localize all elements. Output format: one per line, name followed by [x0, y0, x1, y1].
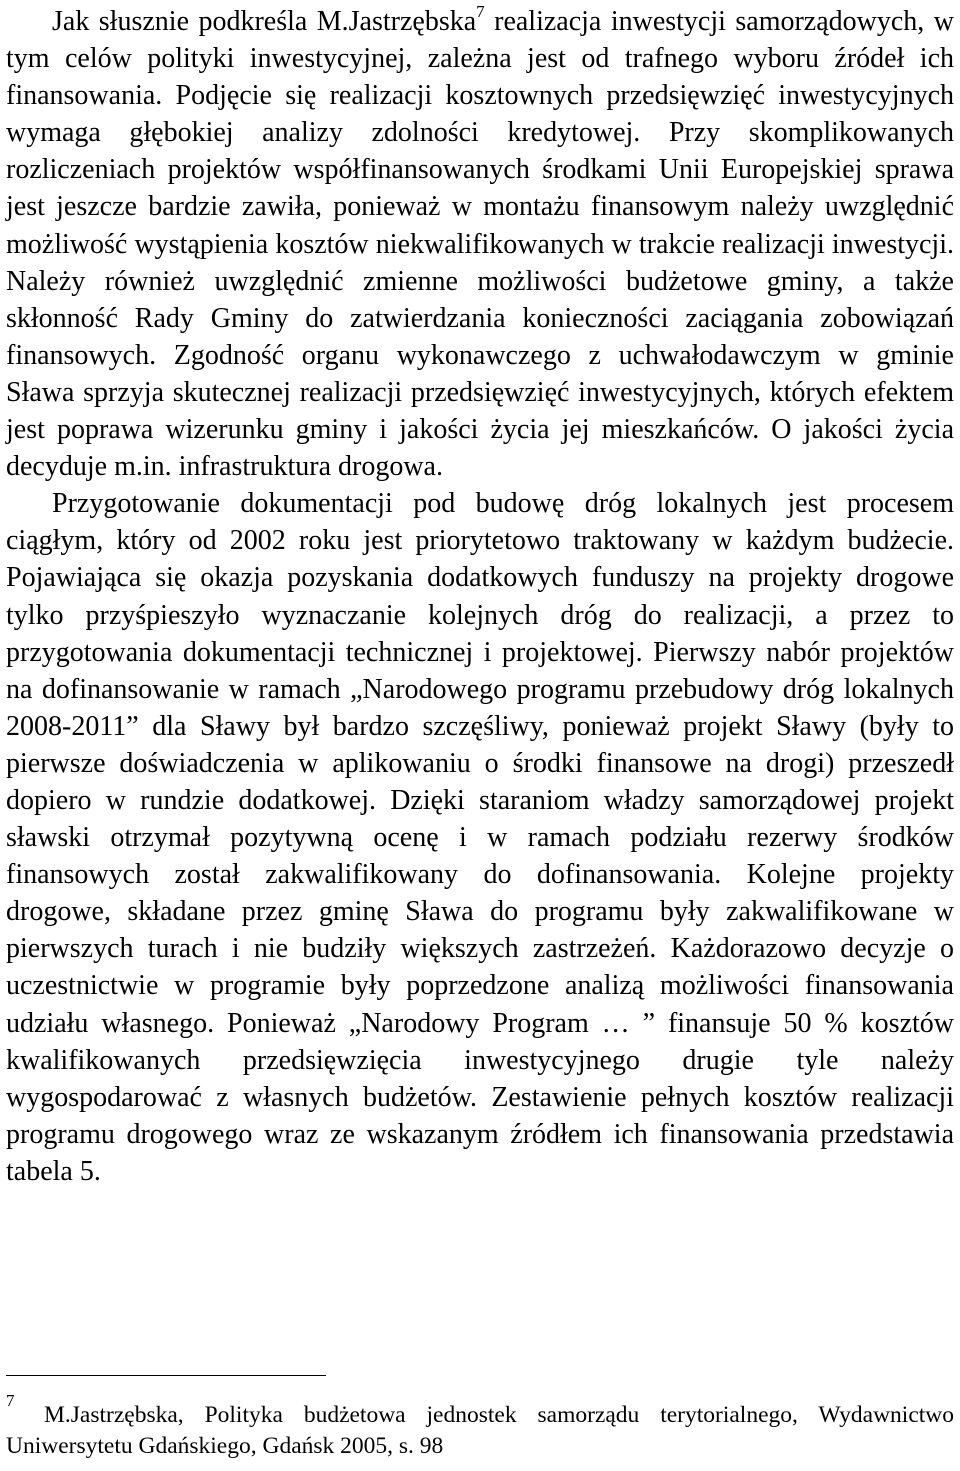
footnote-reference: 7 [476, 1, 485, 21]
footnote-text: M.Jastrzębska, Polityka budżetowa jednostek samorządu terytorialnego, Wydawnictwo Uniwersytetu Gdańskiego, Gdańsk 2005, s. 98 [6, 1402, 954, 1459]
paragraph-2: Przygotowanie dokumentacji pod budowę dróg lokalnych jest procesem ciągłym, który od 2002 roku jest priorytetowo traktowany w każdym budżecie. Pojawiająca się okazja pozyskania dodatkowych funduszy na projekty drogowe tylko przyśpieszyło wyznaczanie kolejnych dróg do realizacji, a przez to przygotowania dokumentacji technicznej i projektowej. Pierwszy nabór projektów na dofinansowanie w ramach „Narodowego programu przebudowy dróg lokalnych 2008-2011” dla Sławy był bardzo szczęśliwy, ponieważ projekt Sławy (były to pierwsze doświadczenia w aplikowaniu o środki finansowe na drogi) przeszedł dopiero w rundzie dodatkowej. Dzięki staraniom władzy samorządowej projekt sławski otrzymał pozytywną ocenę i w ramach podziału rezerwy środków finansowych został zakwalifikowany do dofinansowania. Kolejne projekty drogowe, składane przez gminę Sława do programu były zakwalifikowane w pierwszych turach i nie budziły większych zastrzeżeń. Każdorazowo decyzje o uczestnictwie w programie były poprzedzone analizą możliwości finansowania udziału własnego. Ponieważ „Narodowy Program … ” finansuje 50 % kosztów kwalifikowanych przedsięwzięcia inwestycyjnego drugie tyle należy wygospodarować z własnych budżetów. Zestawienie pełnych kosztów realizacji programu drogowego wraz ze wskazanym źródłem ich finansowania przedstawia tabela 5. [6, 488, 954, 1187]
footnote-separator [6, 1375, 326, 1376]
document-page [6, 0, 954, 1190]
footnote-number: 7 [6, 1391, 15, 1410]
paragraph-1-text-start: Jak słusznie podkreśla M.Jastrzębska [52, 6, 477, 37]
footnote [6, 1391, 954, 1462]
paragraph-1 [6, 0, 954, 485]
paragraph-1-text-rest: realizacja inwestycji samorządowych, w tym celów polityki inwestycyjnej, zależna jest od trafnego wyboru źródeł ich finansowania. Podjęcie się realizacji kosztownych przedsięwzięć inwestycyjnych wymaga głębokiej analizy zdolności kredytowej. Przy skomplikowanych rozliczeniach projektów współfinansowanych środkami Unii Europejskiej sprawa jest jeszcze bardzie zawiła, ponieważ w montażu finansowym należy uwzględnić możliwość wystąpienia kosztów niekwalifikowanych w trakcie realizacji inwestycji. Należy również uwzględnić zmienne możliwości budżetowe gminy, a także skłonność Rady Gminy do zatwierdzania konieczności zaciągania zobowiązań finansowych. Zgodność organu wykonawczego z uchwałodawczym w gminie Sława sprzyja skutecznej realizacji przedsięwzięć inwestycyjnych, których efektem jest poprawa wizerunku gminy i jakości życia jej mieszkańców. O jakości życia decyduje m.in. infrastruktura drogowa. [6, 6, 954, 483]
